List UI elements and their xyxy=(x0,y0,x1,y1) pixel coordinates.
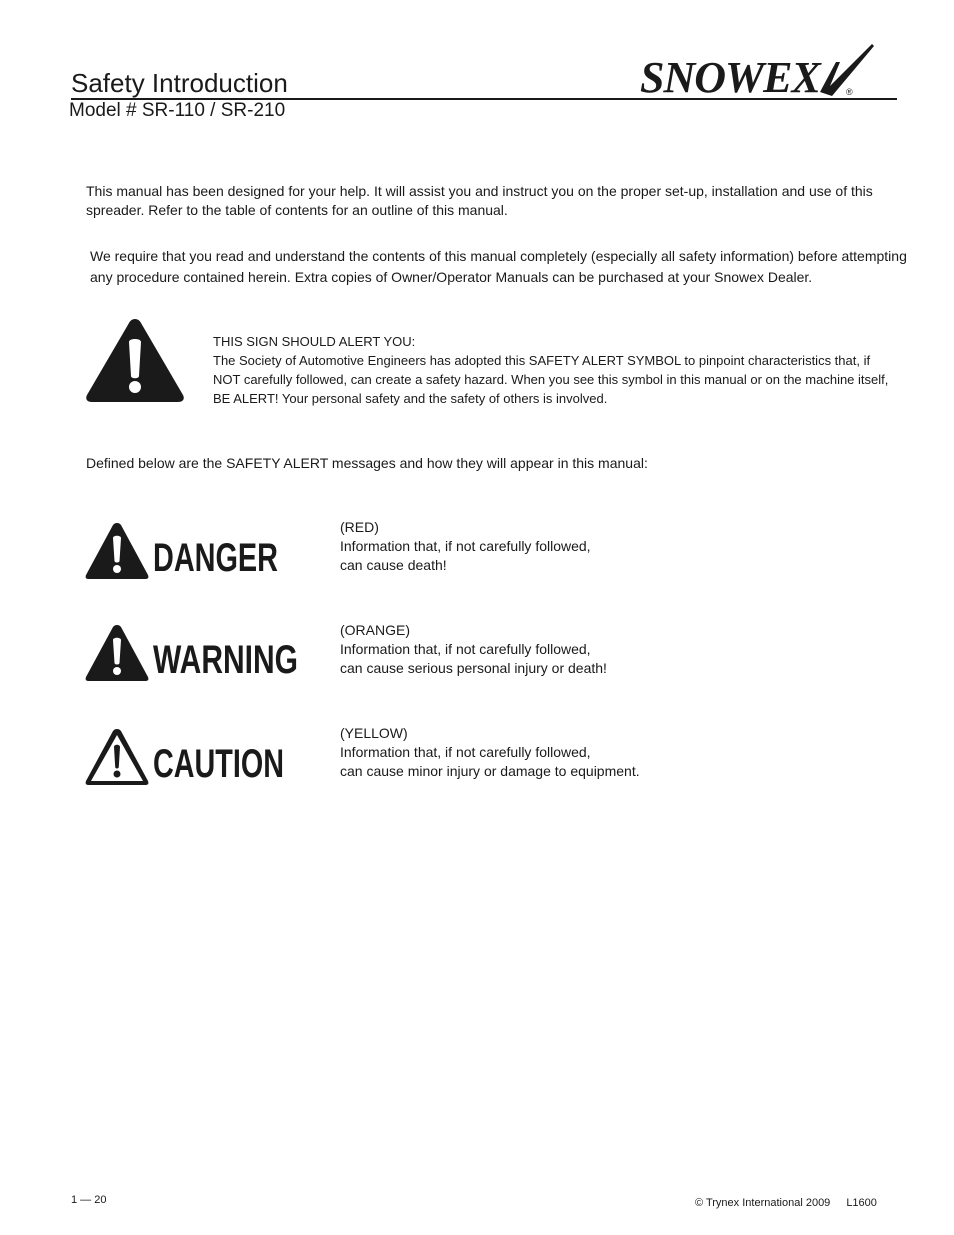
page-title: Safety Introduction xyxy=(71,68,288,98)
caution-line-2: can cause minor injury or damage to equipment. xyxy=(340,763,640,779)
warning-triangle-icon xyxy=(84,316,186,404)
caution-color: (YELLOW) xyxy=(340,725,408,741)
danger-description xyxy=(340,518,740,575)
caution-sign xyxy=(84,727,314,789)
model-number: Model # SR-110 / SR-210 xyxy=(69,100,286,121)
caution-line-1: Information that, if not carefully followed, xyxy=(340,744,591,760)
warning-word: WARNING xyxy=(153,638,298,682)
warning-line-2: can cause serious personal injury or death! xyxy=(340,660,607,676)
warning-description xyxy=(340,621,740,678)
alert-body: The Society of Automotive Engineers has adopted this SAFETY ALERT SYMBOL to pinpoint characteristics that, if NOT carefully followed, can create a safety hazard. When you see this symbol in this manual or on the machine itself, BE ALERT! Your personal safety and the safety of others is involved. xyxy=(213,353,889,406)
alert-description xyxy=(213,332,893,408)
caution-word: CAUTION xyxy=(153,742,284,786)
snowex-logo xyxy=(640,40,880,102)
danger-sign xyxy=(84,521,314,583)
warning-line-1: Information that, if not carefully followed, xyxy=(340,641,591,657)
intro-paragraph-1: This manual has been designed for your help. It will assist you and instruct you on the proper set-up, installation and use of this spreader. Refer to the table of contents for an outline of this manual. xyxy=(86,183,873,218)
copyright-text: © Trynex International 2009 xyxy=(695,1197,831,1209)
logo-registered: ® xyxy=(846,87,853,97)
intro-paragraph-2: We require that you read and understand the contents of this manual completely (especially all safety information) before attempting any procedure contained herein. Extra copies of Owner/Operator Manuals can be purchased at your Snowex Dealer. xyxy=(90,248,907,285)
danger-line-2: can cause death! xyxy=(340,557,447,573)
danger-color: (RED) xyxy=(340,519,379,535)
warning-color: (ORANGE) xyxy=(340,622,410,638)
document-number: L1600 xyxy=(846,1197,877,1209)
footer-copyright xyxy=(695,1197,877,1209)
logo-wordmark: SNOWEX xyxy=(640,53,820,102)
page-number: 1 — 20 xyxy=(71,1194,107,1206)
danger-line-1: Information that, if not carefully followed, xyxy=(340,538,591,554)
danger-word: DANGER xyxy=(153,536,279,580)
warning-sign xyxy=(84,623,314,685)
alert-heading: THIS SIGN SHOULD ALERT YOU: xyxy=(213,334,416,349)
caution-description xyxy=(340,724,740,781)
defined-text: Defined below are the SAFETY ALERT messages and how they will appear in this manual: xyxy=(86,455,648,471)
